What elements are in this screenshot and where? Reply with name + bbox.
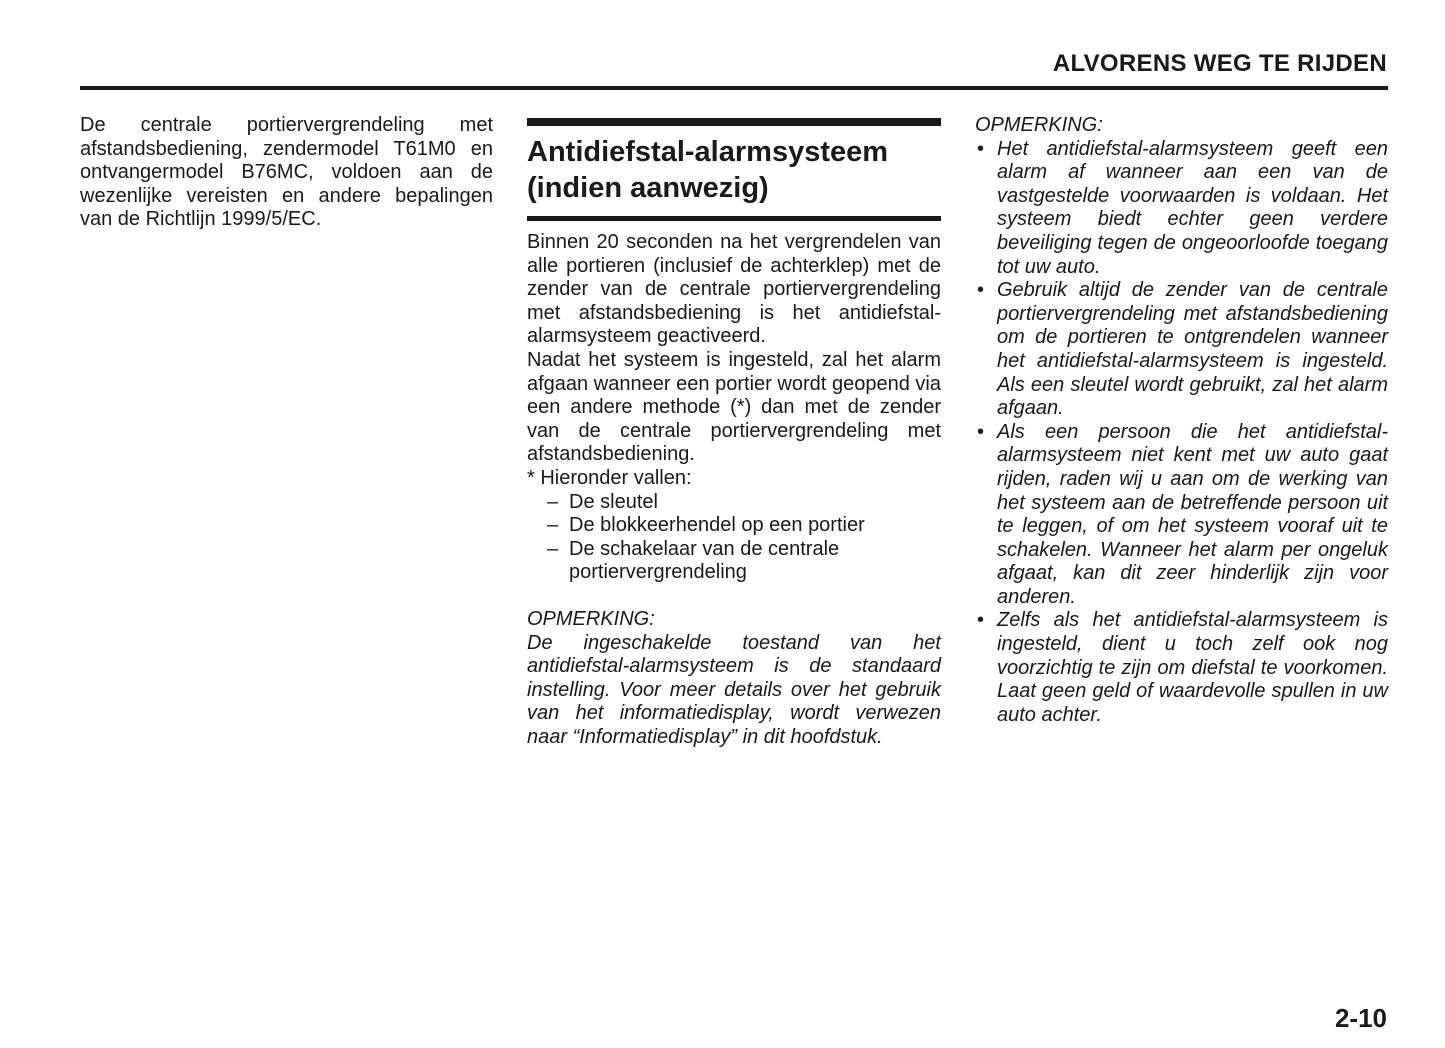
bullet-glyph: • — [977, 279, 985, 302]
footnote-item — [547, 538, 941, 585]
footnote-item — [547, 514, 941, 538]
footnote-item-text: De blokkeerhendel op een portier — [569, 514, 865, 537]
section-heading — [527, 134, 941, 206]
note-text: De ingeschakelde toestand van het antidiefstal-alarmsysteem is de standaard instelling. Voor meer details over het gebruik van het informatiedisplay, wordt verwezen naar “Informatiedisplay” in dit hoofdstuk. — [527, 631, 941, 748]
footnote-list — [527, 491, 941, 585]
dash-glyph: – — [547, 514, 559, 537]
section-header-title: ALVORENS WEG TE RIJDEN — [1052, 50, 1387, 77]
note-bullet-text: Gebruik altijd de zender van de centrale portiervergrendeling met afstandsbediening om de portieren te ontgrendelen wanneer het antidiefstal-alarmsysteem is ingesteld. Als een sleutel wordt gebruikt, zal het alarm afgaan. — [997, 279, 1388, 420]
alarm-trigger-paragraph: Nadat het systeem is ingesteld, zal het alarm afgaan wanneer een portier wordt geopend via een andere methode (*) dan met de zender van de centrale portiervergrendeling met afstandsbediening. — [527, 348, 941, 466]
note-label: OPMERKING: — [975, 114, 1103, 136]
header-rule — [80, 86, 1388, 90]
note-label: OPMERKING: — [527, 607, 655, 630]
footnote-item-text: De schakelaar van de centrale portiervergrendeling — [569, 537, 840, 584]
dash-glyph: – — [547, 537, 559, 560]
bullet-glyph: • — [977, 137, 985, 160]
dash-glyph: – — [547, 490, 559, 513]
note-bullet-text: Zelfs als het antidiefstal-alarmsysteem is ingesteld, dient u toch zelf ook nog voorzichtig te zijn om diefstal te voorkomen. Laat geen geld of waardevolle spullen in uw auto achter. — [997, 609, 1388, 726]
note-bullet-item — [975, 138, 1388, 280]
bullet-glyph: • — [977, 609, 985, 632]
note-bullet-item — [975, 609, 1388, 727]
section-heading-line-1: Antidiefstal-alarmsysteem — [527, 136, 889, 168]
activation-paragraph: Binnen 20 seconden na het vergrendelen van alle portieren (inclusief de achterklep) met de zender van de centrale portiervergrendeling met afstandsbediening is het antidiefstal-alarmsysteem geactiveerd. — [527, 231, 941, 348]
section-top-rule — [527, 118, 941, 126]
note-bullet-item — [975, 421, 1388, 610]
section-bottom-rule — [527, 216, 941, 221]
bullet-glyph: • — [977, 420, 985, 443]
column-middle — [527, 114, 941, 749]
note-bullet-item — [975, 279, 1388, 421]
footnote-item-text: De sleutel — [569, 490, 658, 513]
note-bullet-text: Als een persoon die het antidiefstal-alarmsysteem niet kent met uw auto gaat rijden, raden wij u aan om de werking van het systeem aan de betreffende persoon uit te leggen, of om het systeem vooraf uit te schakelen. Wanneer het alarm per ongeluk afgaat, kan dit zeer hinderlijk zijn voor anderen. — [997, 420, 1388, 608]
note-bullet-text: Het antidiefstal-alarmsysteem geeft een alarm af wanneer aan een van de vastgestelde voorwaarden is voldaan. Het systeem biedt echter geen verdere beveiliging tegen de ongeoorloofde toegang tot uw auto. — [997, 137, 1388, 278]
compliance-paragraph: De centrale portiervergrendeling met afstandsbediening, zendermodel T61M0 en ontvangermodel B76MC, voldoen aan de wezenlijke vereisten en andere bepalingen van de Richtlijn 1999/5/EC. — [80, 114, 493, 231]
page-number: 2-10 — [1334, 1003, 1387, 1033]
column-left — [80, 114, 493, 232]
note-bullet-list — [975, 138, 1388, 728]
footnote-item — [547, 491, 941, 515]
footnote-intro: * Hieronder vallen: — [527, 466, 692, 489]
section-heading-line-2: (indien aanwezig) — [527, 172, 769, 204]
column-right — [975, 114, 1388, 727]
